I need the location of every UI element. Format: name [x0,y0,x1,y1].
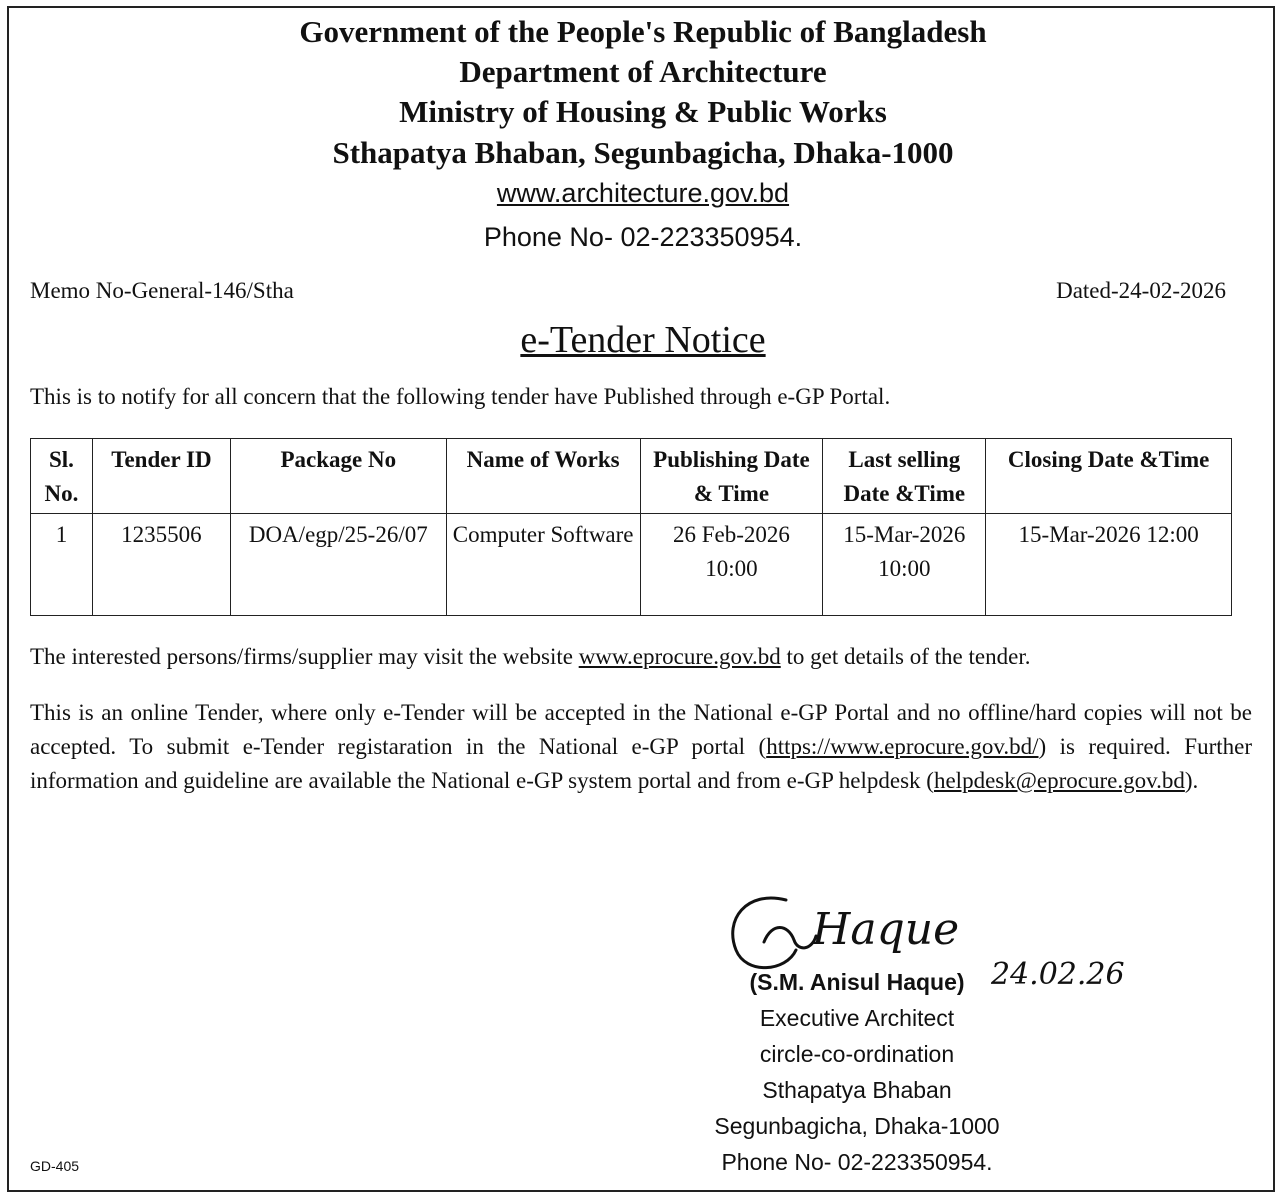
egp-portal-link[interactable]: https://www.eprocure.gov.bd/ [766,734,1039,759]
header-department: Department of Architecture [459,54,827,89]
cell-name-of-works: Computer Software [446,514,640,616]
notice-title-text: e-Tender Notice [520,319,766,361]
header-package-no: Package No [230,439,446,514]
online-tender-paragraph [30,696,1252,798]
cell-tender-id: 1235506 [92,514,230,616]
cell-publishing: 26 Feb-2026 10:00 [640,514,823,616]
cell-closing: 15-Mar-2026 12:00 [986,514,1232,616]
eprocure-link[interactable]: www.eprocure.gov.bd [578,644,781,669]
para1-before: The interested persons/firms/supplier may visit the website [30,644,579,669]
memo-number: Memo No-General-146/Stha [30,278,294,303]
signatory-office: circle-co-ordination [759,1041,955,1067]
intro-text: This is to notify for all concern that the following tender have Published through e-GP Portal. [30,384,891,409]
header-tender-id: Tender ID [92,439,230,514]
header-address: Sthapatya Bhaban, Segunbagicha, Dhaka-1000 [332,135,954,170]
signature-name-script: Haque [812,904,960,955]
table-row [31,514,1232,616]
signatory-designation: Executive Architect [759,1005,955,1031]
tender-table [30,438,1232,616]
header-sl: Sl. No. [31,439,93,514]
signature-loop [733,898,796,968]
header-publishing: Publishing Date & Time [640,439,823,514]
cell-sl: 1 [31,514,93,616]
header-last-selling: Last selling Date &Time [823,439,986,514]
website-paragraph [30,640,1252,674]
cell-last-selling: 15-Mar-2026 10:00 [823,514,986,616]
signatory-phone: Phone No- 02-223350954. [721,1149,993,1175]
cell-package-no: DOA/egp/25-26/07 [230,514,446,616]
header-website-link[interactable]: www.architecture.gov.bd [496,178,790,208]
header-government: Government of the People's Republic of Bangladesh [299,14,987,49]
helpdesk-email-link[interactable]: helpdesk@eprocure.gov.bd [933,768,1185,793]
table-header-row [31,439,1232,514]
date-line: Dated-24-02-2026 [1056,278,1226,303]
signature-stroke [764,928,816,948]
header-closing: Closing Date &Time [986,439,1232,514]
notice-title [0,318,1286,362]
para2-part3: ). [1184,768,1199,793]
header-name-of-works: Name of Works [446,439,640,514]
signature-date-script: 24.02.26 [991,957,1125,992]
signatory-name: (S.M. Anisul Haque) [749,969,965,995]
para2-part1: This is an online Tender, where only e-Tender will be accepted in the National e-GP Portal and no offline/hard copies will not be accepted. To submit e-Tender registaration in the National e-GP portal ( [30,700,1252,759]
signatory-block [712,964,1002,1180]
header-website-line [0,178,1286,209]
para1-after: to get details of the tender. [780,644,1031,669]
signatory-address: Segunbagicha, Dhaka-1000 [714,1113,1000,1139]
footer-code: GD-405 [30,1158,80,1174]
para2-part2: ) is required. Further information and guideline are available the National e-GP system portal and from e-GP helpdesk ( [30,734,1252,793]
signatory-building: Sthapatya Bhaban [762,1077,952,1103]
header-phone: Phone No- 02-223350954. [483,222,803,252]
header-ministry: Ministry of Housing & Public Works [399,94,887,129]
